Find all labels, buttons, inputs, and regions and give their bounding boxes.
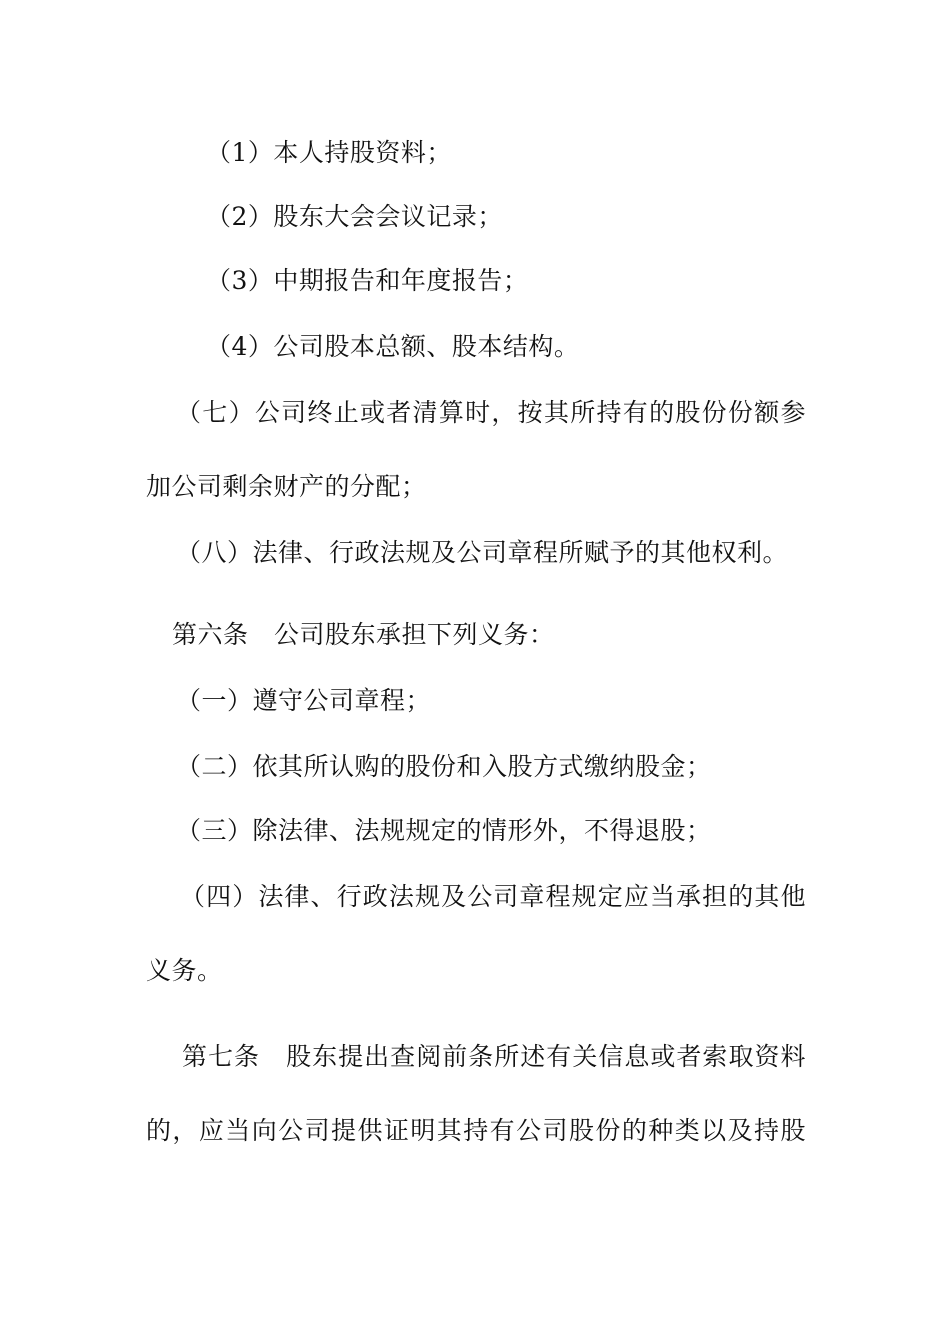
text-line-4: （4）公司股本总额、股本结构。: [206, 332, 580, 361]
article-6-heading: 第六条 公司股东承担下列义务：: [172, 620, 555, 649]
text-line-7: （八）法律、行政法规及公司章程所赋予的其他权利。: [176, 538, 789, 567]
text-line-6: 加公司剩余财产的分配；: [146, 472, 427, 501]
text-line-10: （二）依其所认购的股份和入股方式缴纳股金；: [176, 752, 712, 781]
text-line-3: （3）中期报告和年度报告；: [206, 266, 529, 295]
text-line-12: （四）法律、行政法规及公司章程规定应当承担的其他: [180, 882, 806, 911]
article-7-heading: 第七条 股东提出查阅前条所述有关信息或者索取资料: [182, 1042, 806, 1071]
text-line-11: （三）除法律、法规规定的情形外，不得退股；: [176, 816, 712, 845]
text-line-2: （2）股东大会会议记录；: [206, 202, 503, 231]
text-line-5: （七）公司终止或者清算时，按其所持有的股份份额参: [176, 398, 806, 427]
text-line-15: 的，应当向公司提供证明其持有公司股份的种类以及持股: [146, 1116, 806, 1145]
text-line-13: 义务。: [146, 956, 223, 985]
text-line-9: （一）遵守公司章程；: [176, 686, 432, 715]
text-line-1: （1）本人持股资料；: [206, 138, 452, 167]
